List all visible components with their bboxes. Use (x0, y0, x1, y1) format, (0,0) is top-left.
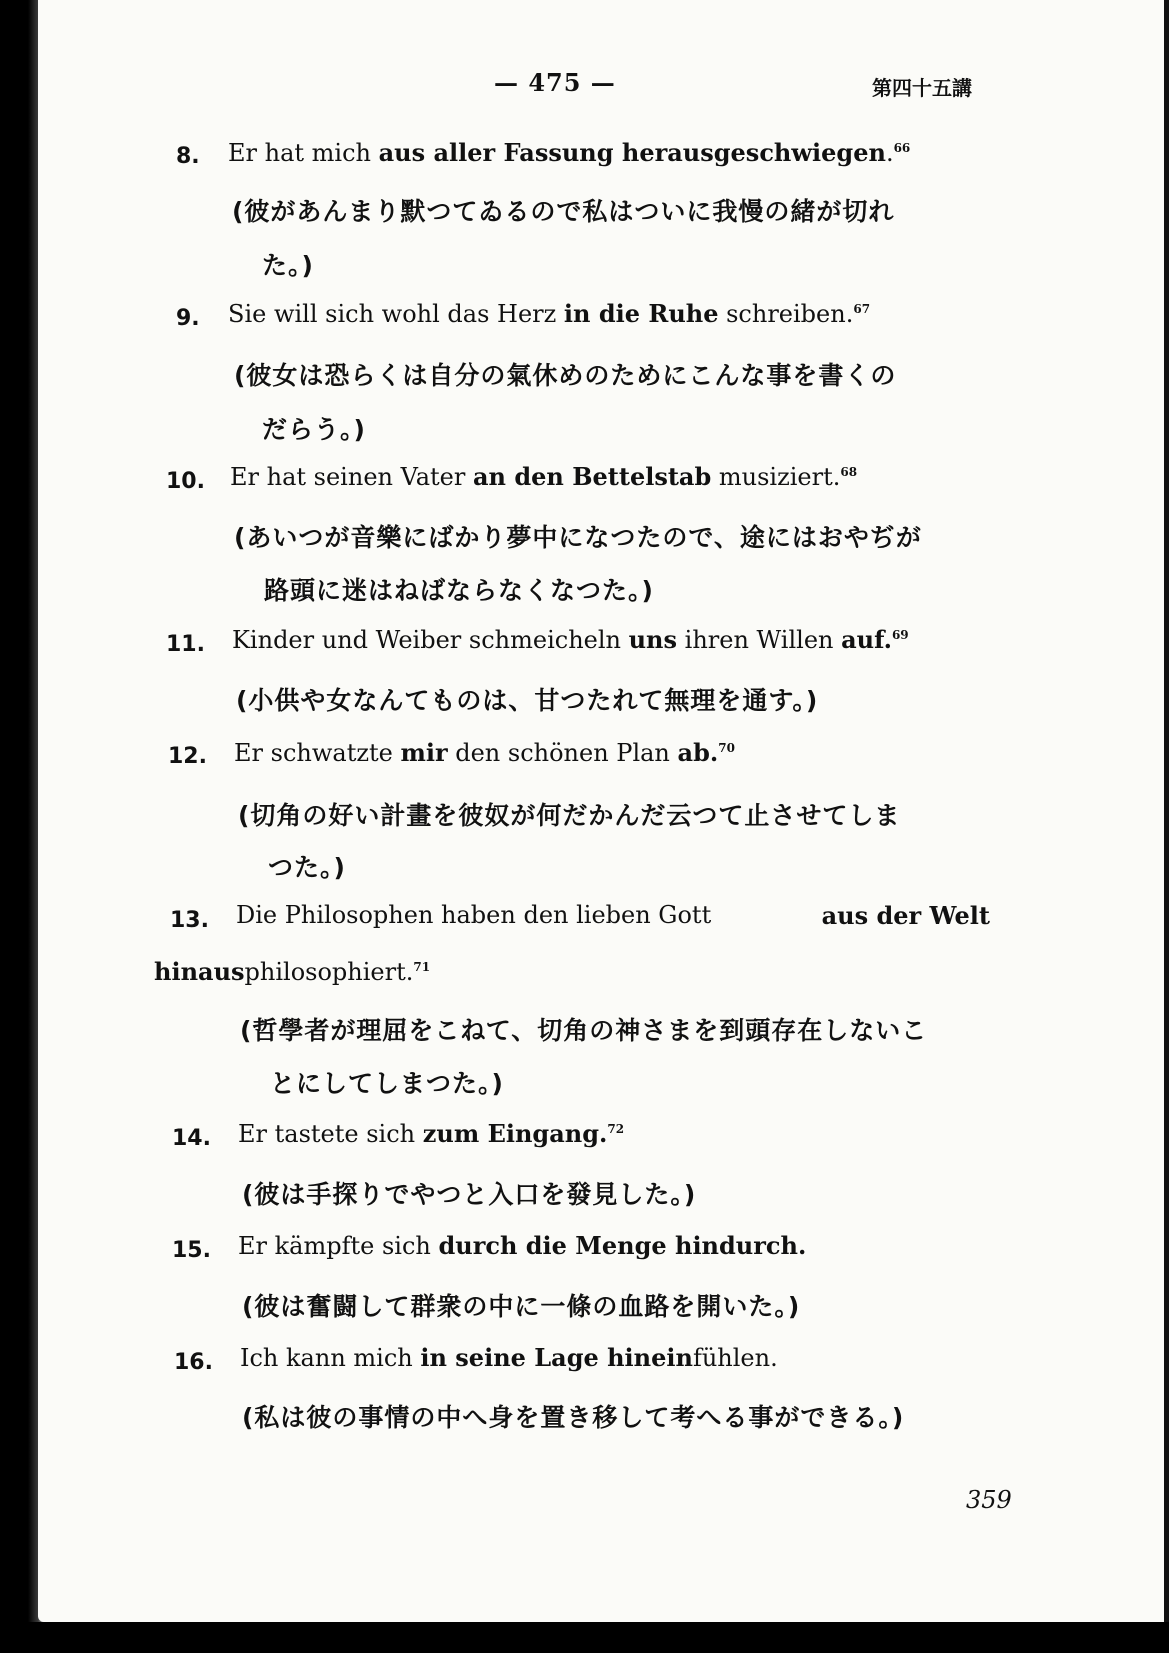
page-number: 359 (966, 1486, 1012, 1514)
fragment: uns (628, 625, 678, 654)
german-sentence (236, 901, 990, 930)
scan-edge-bottom (0, 1622, 1169, 1653)
fragment: Die Philosophen haben den lieben Gott (236, 901, 712, 929)
german-sentence (234, 738, 735, 767)
entry-number: 11. (166, 632, 205, 657)
japanese-translation-cont: 路頭に迷はねばならなくなつた。) (264, 576, 654, 605)
fragment: an den Bettelstab (473, 462, 712, 491)
german-sentence (232, 625, 909, 654)
fragment: hinaus (154, 957, 245, 986)
fragment: philosophiert. (244, 958, 414, 986)
japanese-translation: (彼女は恐らくは自分の氣休めのためにこんな事を書くの (234, 361, 897, 390)
japanese-translation: (切角の好い計畫を彼奴が何だかんだ云つて止させてしま (238, 801, 901, 830)
japanese-translation: (小供や女なんてものは、甘つたれて無理を通す。) (236, 686, 819, 715)
fragment: Er hat mich (228, 139, 379, 167)
german-sentence (238, 1119, 624, 1148)
footnote-ref: 71 (413, 960, 431, 974)
fragment: ab. (677, 738, 719, 767)
scan-edge-right (1164, 0, 1169, 1653)
footnote-ref: 66 (893, 141, 911, 155)
footnote-ref: 67 (853, 302, 871, 316)
fragment: Er tastete sich (238, 1120, 423, 1148)
german-sentence (230, 462, 857, 491)
fragment: Er kämpfte sich (238, 1232, 439, 1260)
japanese-translation: (彼は手探りでやつと入口を發見した。) (242, 1180, 697, 1209)
entry-number: 13. (170, 908, 209, 933)
fragment: . (885, 139, 894, 167)
page-marker: — 475 — (494, 68, 616, 97)
fragment: Kinder und Weiber schmeicheln (232, 626, 629, 654)
german-sentence (240, 1343, 778, 1372)
entry-number: 12. (168, 744, 207, 769)
fragment: ihren Willen (677, 626, 842, 654)
chapter-title: 第四十五講 (872, 76, 972, 100)
fragment: Er schwatzte (234, 739, 401, 767)
fragment: aus der Welt (821, 901, 990, 930)
footnote-ref: 72 (607, 1122, 625, 1136)
footnote-ref: 68 (840, 465, 858, 479)
german-sentence (228, 138, 910, 167)
fragment: Er hat seinen Vater (230, 463, 473, 491)
fragment: Sie will sich wohl das Herz (228, 300, 564, 328)
fragment: musiziert. (711, 463, 841, 491)
footnote-ref: 70 (718, 741, 735, 755)
footnote-ref: 69 (891, 628, 909, 642)
japanese-translation: (彼があんまり默つてゐるので私はついに我慢の緒が切れ (232, 197, 895, 226)
fragment: auf. (841, 625, 892, 654)
japanese-translation-cont: た。) (262, 251, 314, 280)
entry-number: 8. (176, 144, 200, 169)
japanese-translation-cont: とにしてしまつた。) (270, 1069, 504, 1098)
german-sentence-cont (154, 957, 430, 986)
fragment: in die Ruhe (563, 299, 719, 328)
japanese-translation: (彼は奮闘して群衆の中に一條の血路を開いた。) (242, 1292, 801, 1321)
fragment: in seine Lage hinein (420, 1343, 693, 1372)
fragment: mir (400, 738, 448, 767)
japanese-translation: (哲學者が理屈をこねて、切角の神さまを到頭存在しないこ (240, 1016, 928, 1045)
japanese-translation-cont: つた。) (268, 853, 346, 882)
fragment: Ich kann mich (240, 1344, 421, 1372)
german-sentence (238, 1231, 806, 1260)
entry-number: 16. (174, 1350, 213, 1375)
entry-number: 10. (166, 469, 205, 494)
fragment: fühlen. (692, 1344, 778, 1372)
fragment: zum Eingang. (422, 1119, 608, 1148)
fragment: durch die Menge hindurch. (438, 1231, 807, 1260)
entry-number: 14. (172, 1126, 211, 1151)
fragment: schreiben. (718, 300, 854, 328)
japanese-translation-cont: だらう。) (262, 415, 366, 444)
german-sentence (228, 299, 870, 328)
japanese-translation: (私は彼の事情の中へ身を置き移して考へる事ができる。) (242, 1403, 905, 1432)
entry-number: 15. (172, 1238, 211, 1263)
fragment: den schönen Plan (447, 739, 678, 767)
japanese-translation: (あいつが音樂にばかり夢中になつたので、途にはおやぢが (234, 523, 922, 552)
fragment: aus aller Fassung herausgeschwiegen (378, 138, 886, 167)
entry-number: 9. (176, 306, 200, 331)
